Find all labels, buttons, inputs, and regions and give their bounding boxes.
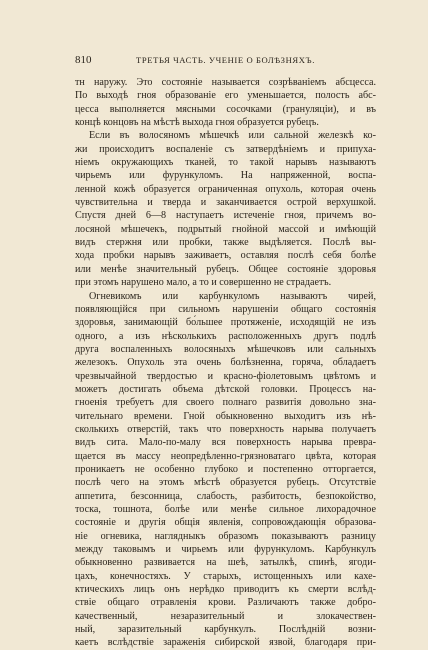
text-line: хода пробки нарывъ заживаетъ, оставляя послѣ себя болѣе bbox=[75, 250, 376, 262]
text-line: видъ сита. Мало-по-малу вся поверхность нарыва превра- bbox=[75, 437, 376, 449]
text-line: при этомъ нарушено мало, а то и совершенно не страдаетъ. bbox=[75, 277, 332, 289]
text-line: состояніе и другія общія явленія, сопровождающія образова- bbox=[75, 517, 376, 529]
text-line: ный, заразительный карбункулъ. Послѣдній возни- bbox=[75, 624, 376, 636]
text-line: тн наружу. Это состояніе называется созрѣваніемъ абсцесса. bbox=[75, 77, 376, 88]
text-line: чительнаго времени. Гной обыкновенно выходитъ изъ нѣ- bbox=[75, 410, 376, 422]
text-line: каетъ вслѣдствіе зараженія сибирской язвой, благодаря при- bbox=[75, 637, 376, 649]
text-line: чрезвычайной твердостью и красно-фіолетовымъ цвѣтомъ и bbox=[75, 370, 376, 382]
text-line: ленной кожѣ образуется ограниченная опухоль, которая очень bbox=[75, 183, 376, 195]
text-line: можетъ достигать объема дѣтской головки. Процессъ на- bbox=[75, 383, 376, 395]
text-line: ніемъ окружающихъ тканей, то такой нарывъ называютъ bbox=[75, 157, 376, 169]
text-line: сколькихъ отверстій, такъ что поверхность нарыва получаетъ bbox=[75, 423, 376, 435]
text-line: ніе огневика, наглядныкъ образомъ показываютъ разницу bbox=[75, 530, 376, 542]
text-line: тоска, тошнота, болѣе или менѣе сильное лихорадочное bbox=[75, 504, 376, 515]
text-line: гноенія требуетъ для своего полнаго развитія довольно зна- bbox=[75, 397, 376, 409]
text-line: обыкновенно развивается на шеѣ, затылкѣ, спинѣ, ягоди- bbox=[75, 557, 376, 569]
text-line: цахъ, конечностяхъ. У старыхъ, истощенныхъ или кахе- bbox=[75, 570, 376, 582]
text-line: проникаетъ не особенно глубоко и постепенно отторгается, bbox=[75, 463, 376, 475]
text-line: послѣ чего на этомъ мѣстѣ образуется рубецъ. Отсутствіе bbox=[75, 477, 376, 489]
running-head: ТРЕТЬЯ ЧАСТЬ. УЧЕНІЕ О БОЛѢЗНЯХЪ. bbox=[136, 55, 315, 65]
text-line: щается въ массу неопредѣленно-грязноватаго цвѣта, которая bbox=[75, 450, 376, 462]
text-line: аппетита, безсонница, слабость, разбитость, безпокойство, bbox=[75, 490, 376, 502]
text-line: Спустя дней 6—8 наступаетъ истеченіе гноя, причемъ во- bbox=[75, 210, 376, 222]
text-line: концѣ концовъ на мѣстѣ выхода гноя образуется рубецъ. bbox=[75, 117, 319, 129]
text-line: между таковымъ и чирьемъ или фурункуломъ. Карбункулъ bbox=[75, 544, 376, 556]
page-number: 810 bbox=[75, 54, 92, 66]
text-line: или менѣе значительный рубецъ. Общее состояніе здоровья bbox=[75, 263, 376, 275]
text-line: лосяной мѣшечекъ, подрытый гнойной массой и имѣющій bbox=[75, 223, 376, 235]
text-line: одного, а изъ нѣсколькихъ расположенныхъ другъ подлѣ bbox=[75, 330, 376, 342]
text-line: видъ стержня или пробки, также выдѣляется. Послѣ вы- bbox=[75, 237, 376, 249]
text-line: жи происходитъ воспаленіе съ затвердѣніемъ и припуха- bbox=[75, 143, 376, 155]
text-line: качественный, незаразительный и злокачествен- bbox=[75, 610, 376, 622]
text-line: появляющійся при сильномъ нарушеніи общаго состоянія bbox=[75, 303, 376, 315]
text-line: ктическихъ лицъ онъ нерѣдко приводитъ къ смерти вслѣд- bbox=[75, 584, 376, 596]
text-line: ствіе общаго отравленія крови. Различаютъ также добро- bbox=[75, 597, 376, 609]
body-text bbox=[75, 76, 376, 650]
text-line: здоровья, занимающій бо́льшее протяженіе, исходящій не изъ bbox=[75, 317, 376, 329]
text-line: Если въ волосяномъ мѣшечкѣ или сальной железкѣ ко- bbox=[89, 130, 376, 142]
text-line: По выходѣ гноя образованіе его уменьшается, полость абс- bbox=[75, 90, 376, 102]
text-line: цесса выполняется мясными сосочками (грануляціи), и въ bbox=[75, 103, 376, 115]
text-line: друга воспаленныхъ волосяныхъ мѣшечковъ или сальныхъ bbox=[75, 343, 376, 355]
text-line: чувствительна и тверда и заканчивается острой верхушкой. bbox=[75, 197, 376, 209]
text-line: железокъ. Опухоль эта очень болѣзненна, горяча, обладаетъ bbox=[75, 357, 376, 369]
text-line: чирьемъ или фурункуломъ. На напряженной, воспа- bbox=[75, 170, 376, 182]
page-header bbox=[75, 54, 376, 68]
text-line: Огневикомъ или карбункуломъ называютъ чирей, bbox=[89, 290, 376, 302]
